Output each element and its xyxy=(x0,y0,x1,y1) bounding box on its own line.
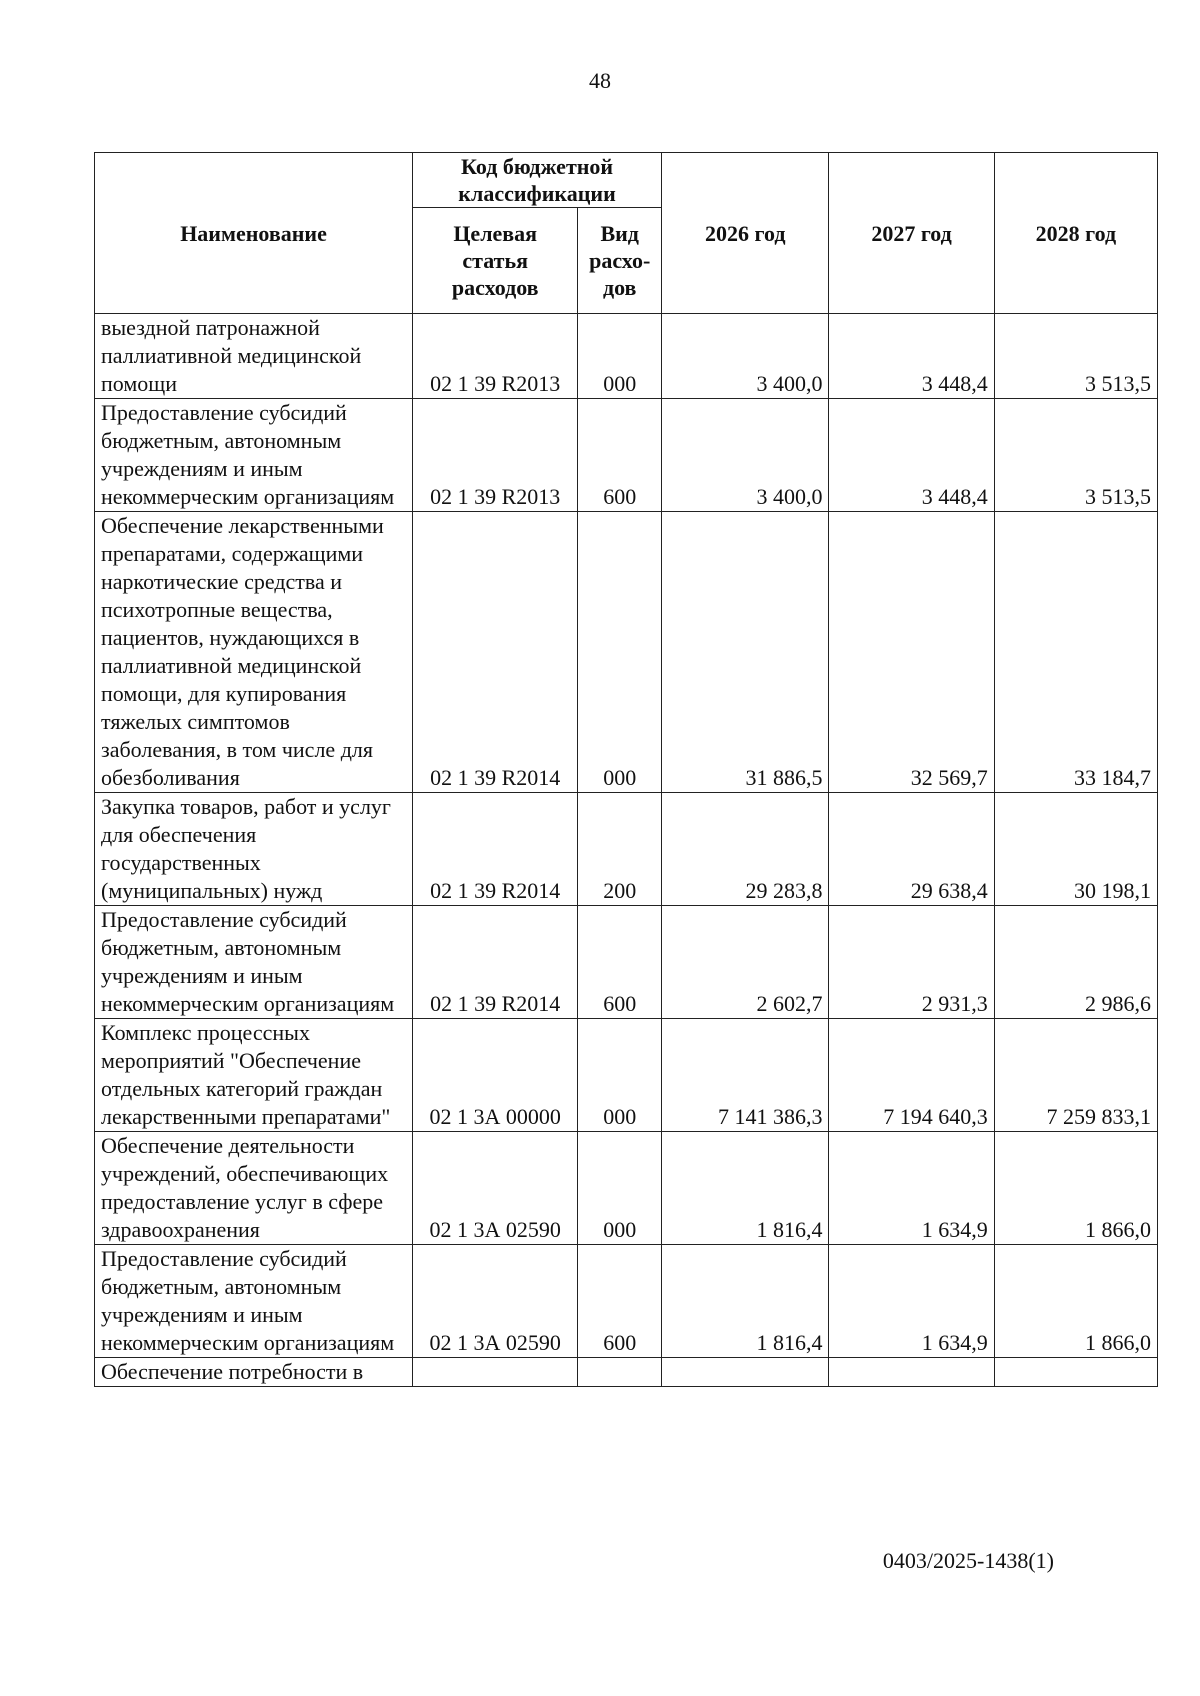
row-expense-kind: 600 xyxy=(578,906,662,1019)
row-value-2028: 3 513,5 xyxy=(994,399,1157,512)
row-name: Обеспечение деятельности учреждений, обеспечивающих предоставление услуг в сфере здравоохранения xyxy=(95,1132,413,1245)
row-value-2028: 1 866,0 xyxy=(994,1132,1157,1245)
row-name: выездной патронажной паллиативной медицинской помощи xyxy=(95,314,413,399)
row-name: Предоставление субсидий бюджетным, автономным учреждениям и иным некоммерческим организациям xyxy=(95,399,413,512)
table-row xyxy=(95,1358,1158,1387)
budget-table xyxy=(94,152,1158,1387)
row-name: Обеспечение потребности в xyxy=(95,1358,413,1387)
row-value-2026: 29 283,8 xyxy=(662,793,829,906)
header-name: Наименование xyxy=(95,153,413,314)
row-target-article: 02 1 3А 02590 xyxy=(413,1132,578,1245)
document-code: 0403/2025-1438(1) xyxy=(882,1548,1054,1573)
row-expense-kind: 600 xyxy=(578,1245,662,1358)
row-target-article: 02 1 39 R2013 xyxy=(413,399,578,512)
row-target-article: 02 1 3А 02590 xyxy=(413,1245,578,1358)
table-row xyxy=(95,512,1158,793)
table-row xyxy=(95,793,1158,906)
header-year-2028: 2028 год xyxy=(994,153,1157,314)
row-expense-kind: 000 xyxy=(578,512,662,793)
row-value-2026: 1 816,4 xyxy=(662,1132,829,1245)
table-row xyxy=(95,1245,1158,1358)
row-value-2026: 1 816,4 xyxy=(662,1245,829,1358)
row-value-2026 xyxy=(662,1358,829,1387)
row-value-2026: 7 141 386,3 xyxy=(662,1019,829,1132)
row-name: Закупка товаров, работ и услуг для обеспечения государственных (муниципальных) нужд xyxy=(95,793,413,906)
row-value-2028: 2 986,6 xyxy=(994,906,1157,1019)
row-value-2026: 2 602,7 xyxy=(662,906,829,1019)
row-expense-kind: 200 xyxy=(578,793,662,906)
header-expense-kind: Вид расхо-дов xyxy=(578,208,662,314)
row-value-2026: 31 886,5 xyxy=(662,512,829,793)
row-target-article: 02 1 39 R2014 xyxy=(413,906,578,1019)
row-target-article: 02 1 39 R2014 xyxy=(413,793,578,906)
row-expense-kind: 000 xyxy=(578,1019,662,1132)
row-value-2027 xyxy=(829,1358,994,1387)
header-classification-group: Код бюджетной классификации xyxy=(413,153,662,208)
row-target-article: 02 1 3А 00000 xyxy=(413,1019,578,1132)
row-target-article xyxy=(413,1358,578,1387)
row-value-2027: 32 569,7 xyxy=(829,512,994,793)
table-row xyxy=(95,314,1158,399)
row-value-2028: 3 513,5 xyxy=(994,314,1157,399)
header-year-2026: 2026 год xyxy=(662,153,829,314)
row-name: Предоставление субсидий бюджетным, автономным учреждениям и иным некоммерческим организациям xyxy=(95,1245,413,1358)
row-value-2027: 2 931,3 xyxy=(829,906,994,1019)
row-value-2027: 1 634,9 xyxy=(829,1245,994,1358)
row-expense-kind: 600 xyxy=(578,399,662,512)
table-row xyxy=(95,399,1158,512)
row-value-2027: 7 194 640,3 xyxy=(829,1019,994,1132)
row-expense-kind: 000 xyxy=(578,1132,662,1245)
row-value-2028: 30 198,1 xyxy=(994,793,1157,906)
row-value-2027: 3 448,4 xyxy=(829,399,994,512)
row-value-2028 xyxy=(994,1358,1157,1387)
row-name: Предоставление субсидий бюджетным, автономным учреждениям и иным некоммерческим организациям xyxy=(95,906,413,1019)
header-target-article: Целевая статья расходов xyxy=(413,208,578,314)
row-expense-kind: 000 xyxy=(578,314,662,399)
row-value-2026: 3 400,0 xyxy=(662,314,829,399)
header-year-2027: 2027 год xyxy=(829,153,994,314)
row-target-article: 02 1 39 R2014 xyxy=(413,512,578,793)
page-number: 48 xyxy=(589,68,611,93)
row-value-2028: 33 184,7 xyxy=(994,512,1157,793)
table-row xyxy=(95,1019,1158,1132)
row-value-2028: 7 259 833,1 xyxy=(994,1019,1157,1132)
row-name: Обеспечение лекарственными препаратами, содержащими наркотические средства и психотропные вещества, пациентов, нуждающихся в паллиативной медицинской помощи, для купирования тяжелых симптомов заболевания, в том числе для обезболивания xyxy=(95,512,413,793)
table-row xyxy=(95,906,1158,1019)
row-value-2027: 29 638,4 xyxy=(829,793,994,906)
row-expense-kind xyxy=(578,1358,662,1387)
row-value-2027: 1 634,9 xyxy=(829,1132,994,1245)
table-header-row xyxy=(95,153,1158,208)
row-target-article: 02 1 39 R2013 xyxy=(413,314,578,399)
row-value-2028: 1 866,0 xyxy=(994,1245,1157,1358)
row-name: Комплекс процессных мероприятий "Обеспечение отдельных категорий граждан лекарственными препаратами" xyxy=(95,1019,413,1132)
row-value-2026: 3 400,0 xyxy=(662,399,829,512)
table-row xyxy=(95,1132,1158,1245)
row-value-2027: 3 448,4 xyxy=(829,314,994,399)
